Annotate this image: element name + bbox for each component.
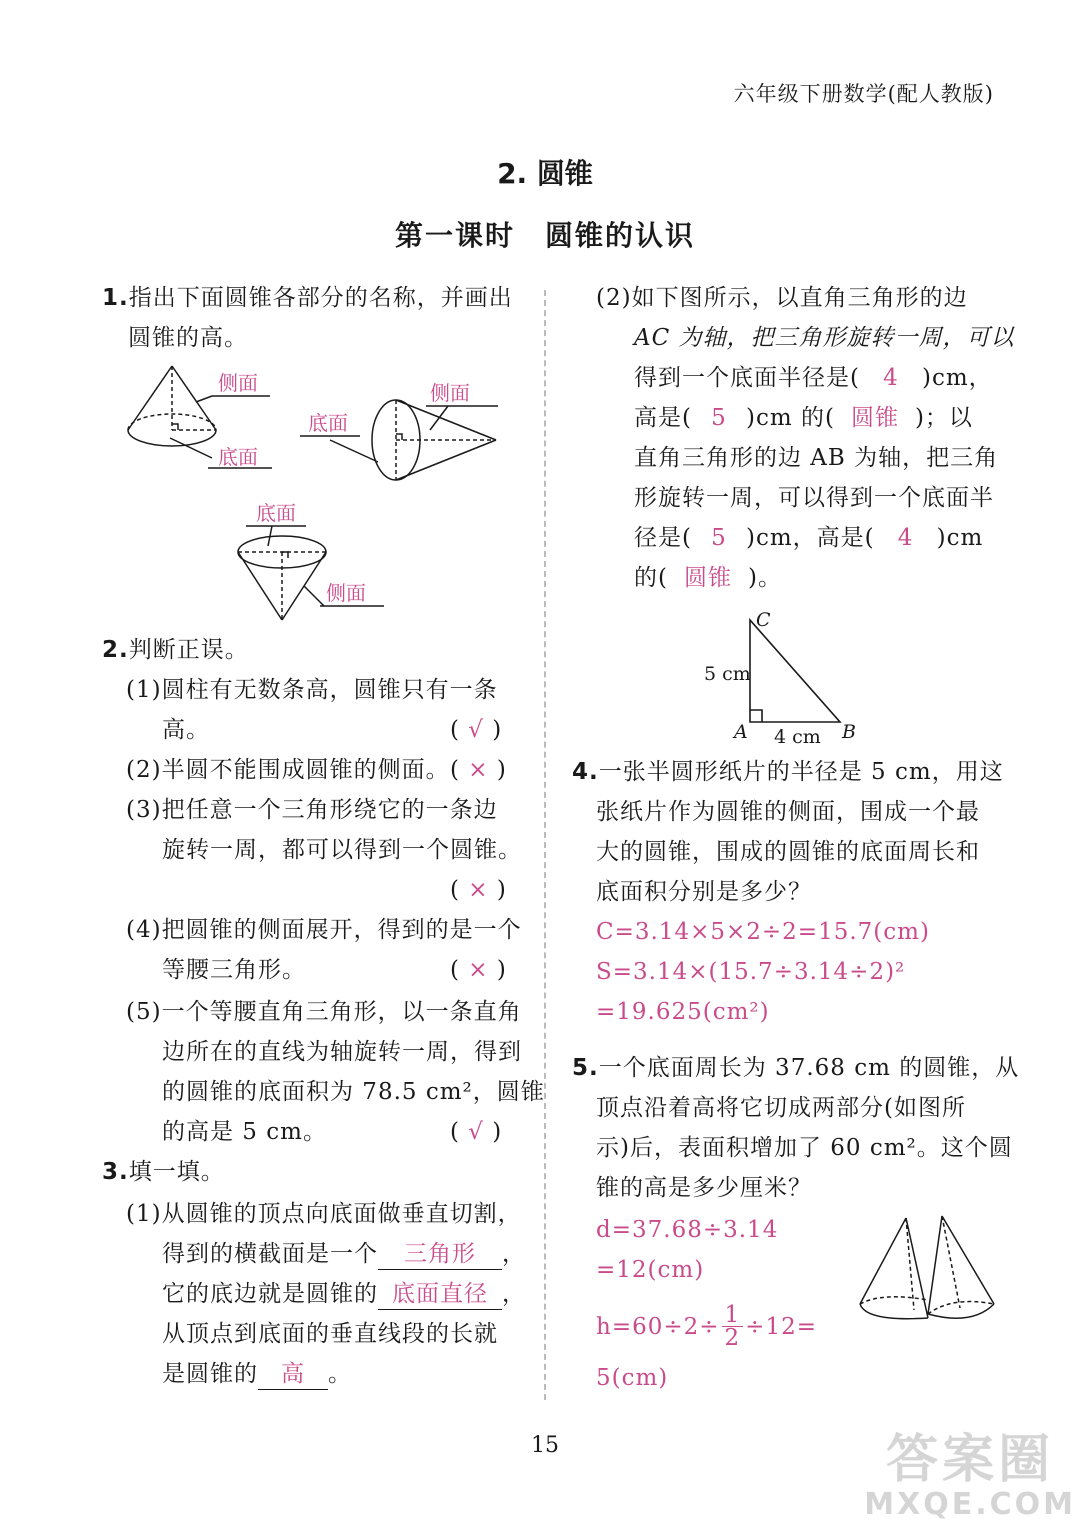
q3p1-line1: (1)从圆锥的顶点向底面做垂直切割，	[126, 1201, 522, 1227]
label-base-a: 底面	[218, 445, 258, 469]
q2-item1-line1: (1)圆柱有无数条高，圆锥只有一条	[126, 677, 498, 703]
q3p2-text3b: )cm，	[921, 365, 993, 391]
q2-item2-answer: ( × )	[450, 757, 507, 783]
q2-item1-answer: ( √ )	[450, 717, 503, 743]
q5-fraction	[722, 1304, 744, 1349]
q5-line4: 锥的高是多少厘米？	[596, 1175, 812, 1201]
q3p2-text7a: 径是(	[634, 525, 692, 551]
q4-line1	[572, 752, 1004, 792]
q2-item1-line2: 高。	[162, 717, 210, 743]
q3p1-line2	[162, 1234, 526, 1274]
q3p1-text5: 是圆锥的	[162, 1361, 258, 1387]
q2-item4-line1: (4)把圆锥的侧面展开，得到的是一个	[126, 917, 522, 943]
q2-item5-mark: √	[468, 1119, 484, 1145]
q3p1-comma2: ，	[502, 1281, 526, 1307]
q5-solution3b: ÷12=	[745, 1313, 817, 1340]
q4-number: 4.	[572, 759, 599, 785]
q3p1-answer3: 高	[258, 1359, 328, 1390]
q1-line1	[102, 278, 513, 318]
q2-item3-line2: 旋转一周，都可以得到一个圆锥。	[162, 837, 522, 863]
q5-fraction-num: 1	[722, 1304, 744, 1327]
q2-item3-line1: (3)把任意一个三角形绕它的一条边	[126, 797, 498, 823]
q3p1-line4: 从顶点到底面的垂直线段的长就	[162, 1321, 498, 1347]
lesson-title: 第一课时 圆锥的认识	[394, 219, 695, 252]
q1-line2: 圆锥的高。	[128, 325, 248, 351]
q3p2-answer5: 4	[897, 525, 914, 551]
q3p2-answer3: 圆锥	[850, 405, 899, 431]
q4-solution2: S=3.14×(15.7÷3.14÷2)²	[596, 959, 906, 985]
q2-item5-line1: (5)一个等腰直角三角形，以一条直角	[126, 999, 522, 1025]
q2-title: 判断正误。	[128, 637, 249, 663]
q5-line1	[572, 1048, 1019, 1088]
q3p1-answer2: 底面直径	[378, 1279, 502, 1310]
q3p2-line4	[634, 398, 973, 438]
q3-title-line	[102, 1152, 225, 1192]
q5-line2: 顶点沿着高将它切成两部分(如图所	[596, 1095, 966, 1121]
q3p2-text7c: )cm	[936, 525, 984, 551]
q5-cut-cone-figure	[852, 1210, 1002, 1336]
q5-line3: 示)后，表面积增加了 60 cm²。这个圆	[596, 1135, 1013, 1161]
q1-cone-figures	[100, 358, 540, 638]
q2-item4-answer: ( × )	[450, 957, 507, 983]
vertex-c: C	[756, 609, 771, 631]
q2-item2-line1: (2)半圆不能围成圆锥的侧面。	[126, 757, 450, 783]
q2-item1-mark: √	[468, 717, 484, 743]
q2-number: 2.	[102, 637, 129, 663]
q5-solution3	[596, 1304, 817, 1349]
watermark-line1: 答案圈	[886, 1430, 1055, 1490]
q4-line3: 大的圆锥，围成的圆锥的底面周长和	[596, 839, 980, 865]
q3p2-line3	[634, 358, 993, 398]
q3p1-comma1: ，	[502, 1241, 526, 1267]
q2-title-line	[102, 630, 249, 670]
q3p2-text4b: )cm 的(	[745, 405, 835, 431]
q2-item3-answer: ( × )	[450, 877, 507, 903]
q2-item4-line2: 等腰三角形。	[162, 957, 306, 983]
q5-text1: 一个底面周长为 37.68 cm 的圆锥，从	[598, 1055, 1020, 1081]
q4-line4: 底面积分别是多少？	[596, 879, 812, 905]
label-side-b: 侧面	[430, 381, 470, 405]
q2-item5-answer: ( √ )	[450, 1119, 503, 1145]
q2-item2-mark: ×	[468, 757, 489, 783]
column-divider	[544, 290, 546, 1400]
q3p2-text3a: 得到一个底面半径是(	[634, 365, 860, 391]
q4-text1: 一张半圆形纸片的半径是 5 cm，用这	[598, 759, 1004, 785]
q3p2-line7	[634, 518, 983, 558]
q3p1-line3	[162, 1274, 526, 1314]
q1-text1: 指出下面圆锥各部分的名称，并画出	[128, 285, 513, 311]
q3p2-line1: (2)如下图所示，以直角三角形的边	[596, 285, 968, 311]
label-side-c: 侧面	[326, 581, 366, 605]
q3p2-text8b: )。	[747, 565, 782, 591]
q3-title: 填一填。	[128, 1159, 225, 1185]
page-number: 15	[531, 1433, 559, 1458]
q4-line2: 张纸片作为圆锥的侧面，围成一个最	[596, 799, 980, 825]
q2-item5-line2: 边所在的直线为轴旋转一周，得到	[162, 1039, 522, 1065]
q3p2-line2: AC 为轴，把三角形旋转一周，可以	[634, 325, 1015, 351]
label-base-b: 底面	[308, 411, 348, 435]
side-ab-label: 4 cm	[774, 726, 821, 748]
q1-number: 1.	[102, 285, 129, 311]
q3p2-line8	[634, 558, 782, 598]
q3p2-text4c: )；以	[914, 405, 973, 431]
label-base-c: 底面	[256, 501, 296, 525]
label-side-a: 侧面	[218, 371, 258, 395]
q3p1-answer1: 三角形	[378, 1239, 502, 1270]
q5-solution3a: h=60÷2÷	[596, 1313, 720, 1340]
watermark	[864, 1432, 1076, 1522]
q3p2-answer6: 圆锥	[683, 565, 732, 591]
q3p1-text2: 得到的横截面是一个	[162, 1241, 378, 1267]
q5-solution2: =12(cm)	[596, 1257, 705, 1283]
q5-number: 5.	[572, 1055, 599, 1081]
q2-item3-mark: ×	[468, 877, 489, 903]
watermark-line2: MXQE.COM	[864, 1487, 1076, 1522]
q4-solution1: C=3.14×5×2÷2=15.7(cm)	[596, 919, 930, 945]
q3p2-text8a: 的(	[634, 565, 668, 591]
q5-solution4: 5(cm)	[596, 1365, 669, 1391]
section-title: 2. 圆锥	[497, 157, 593, 190]
side-ac-label: 5 cm	[704, 663, 751, 685]
q3-number: 3.	[102, 1159, 129, 1185]
right-triangle-figure	[700, 606, 870, 748]
q3p1-period: 。	[328, 1361, 352, 1387]
q2-item5-line4: 的高是 5 cm。	[162, 1119, 327, 1145]
q4-solution3: =19.625(cm²)	[596, 999, 770, 1025]
q3p2-text7b: )cm，高是(	[745, 525, 875, 551]
q3p2-answer4: 5	[711, 525, 727, 551]
q5-fraction-den: 2	[724, 1325, 741, 1351]
q3p1-line5	[162, 1354, 352, 1394]
q3p2-text4a: 高是(	[634, 405, 692, 431]
q3p2-line5: 直角三角形的边 AB 为轴，把三角	[634, 445, 999, 471]
vertex-b: B	[842, 721, 856, 743]
book-header: 六年级下册数学(配人教版)	[733, 82, 994, 106]
q3p2-line6: 形旋转一周，可以得到一个底面半	[634, 485, 994, 511]
q2-item4-mark: ×	[468, 957, 489, 983]
q2-item5-line3: 的圆锥的底面积为 78.5 cm²，圆锥	[162, 1079, 545, 1105]
q3p1-text3: 它的底边就是圆锥的	[162, 1281, 378, 1307]
q5-solution1: d=37.68÷3.14	[596, 1217, 779, 1243]
q3p2-answer2: 5	[711, 405, 727, 431]
vertex-a: A	[734, 721, 748, 743]
q3p2-answer1: 4	[883, 365, 899, 391]
